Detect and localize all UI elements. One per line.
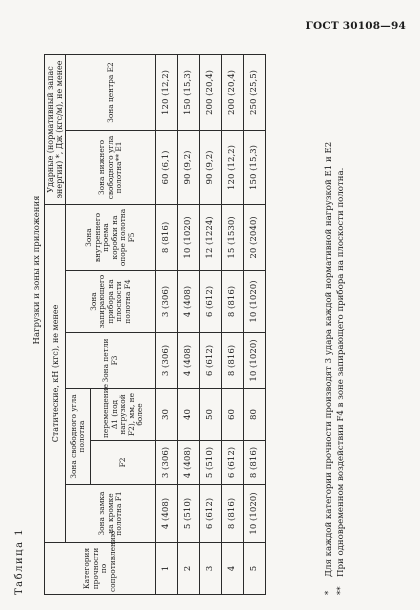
- cell-e1: 60 (6,1): [156, 130, 178, 204]
- header-impact-group: Ударные (нормативный запас энергии) *, Дж (кгс/м), не менее: [45, 54, 66, 204]
- cell-f5: 10 (1020): [178, 204, 200, 270]
- footnote-1-text: Для каждой категории прочности производят 3 удара каждой нормативной нагрузкой E1 и E2: [324, 141, 334, 577]
- cell-f1: 6 (612): [200, 485, 222, 543]
- cell-f5: 8 (816): [156, 204, 178, 270]
- cell-category: 2: [178, 543, 200, 595]
- cell-f3: 8 (816): [222, 333, 244, 389]
- cell-move: 50: [200, 389, 222, 441]
- cell-e1: 90 (9,2): [200, 130, 222, 204]
- table-row: [244, 54, 266, 594]
- cell-f4: 8 (816): [222, 271, 244, 333]
- cell-category: 3: [200, 543, 222, 595]
- footnote-1: [324, 55, 336, 595]
- table-caption: Таблица 1: [14, 527, 25, 595]
- header-e2: Зона центра E2: [66, 54, 156, 130]
- cell-f2: 3 (306): [156, 441, 178, 485]
- cell-f3: 6 (612): [200, 333, 222, 389]
- header-e1: Зона нижнего свободного угла полотна** E1: [66, 130, 156, 204]
- footnote-2-text: При одновременном воздействии F4 в зоне запирающего прибора на плоскости полотна.: [335, 167, 346, 577]
- header-f3: Зона петли F3: [66, 333, 156, 389]
- document-number: ГОСТ 30108—94: [305, 20, 406, 32]
- cell-f4: 4 (408): [178, 271, 200, 333]
- rotated-table-page: [8, 50, 388, 595]
- cell-e2: 200 (20,4): [200, 54, 222, 130]
- header-f5: Зона внутреннего проема коробки на опоре полотна F5: [66, 204, 156, 270]
- header-static-group: Статические, кН (кгс), не менее: [45, 204, 66, 542]
- header-f2: F2: [91, 441, 156, 485]
- strength-table: [44, 54, 266, 595]
- cell-move: 60: [222, 389, 244, 441]
- cell-f1: 5 (510): [178, 485, 200, 543]
- cell-f4: 6 (612): [200, 271, 222, 333]
- cell-f1: 8 (816): [222, 485, 244, 543]
- table-row: [222, 54, 244, 594]
- table-row: [156, 54, 178, 594]
- footnotes: [324, 55, 347, 595]
- cell-category: 5: [244, 543, 266, 595]
- cell-e1: 90 (9,2): [178, 130, 200, 204]
- cell-f1: 4 (408): [156, 485, 178, 543]
- cell-e2: 120 (12,2): [156, 54, 178, 130]
- footnote-2-mark: **: [335, 586, 346, 595]
- cell-f5: 15 (1530): [222, 204, 244, 270]
- cell-f3: 3 (306): [156, 333, 178, 389]
- cell-move: 30: [156, 389, 178, 441]
- cell-category: 1: [156, 543, 178, 595]
- header-free-corner: Зона свободного угла полотна: [66, 389, 91, 485]
- table-row: [178, 54, 200, 594]
- footnote-1-mark: *: [324, 590, 334, 595]
- cell-e1: 150 (15,3): [244, 130, 266, 204]
- table-row: [200, 54, 222, 594]
- cell-move: 80: [244, 389, 266, 441]
- cell-f2: 4 (408): [178, 441, 200, 485]
- cell-f5: 20 (2040): [244, 204, 266, 270]
- cell-e1: 120 (12,2): [222, 130, 244, 204]
- header-category: Категория прочности по сопротивлению: [45, 543, 156, 595]
- header-f4: Зона запирающего прибора на плоскости полотна F4: [66, 271, 156, 333]
- footnote-2: [336, 55, 348, 595]
- cell-f1: 10 (1020): [244, 485, 266, 543]
- header-f2-move: перемещение Δ1 (под нагрузкой F2), мм, не более: [91, 389, 156, 441]
- loads-group-caption: Нагрузки и зоны их приложения: [32, 195, 42, 345]
- cell-f2: 5 (510): [200, 441, 222, 485]
- cell-move: 40: [178, 389, 200, 441]
- cell-f3: 10 (1020): [244, 333, 266, 389]
- cell-f5: 12 (1224): [200, 204, 222, 270]
- cell-f2: 8 (816): [244, 441, 266, 485]
- cell-e2: 150 (15,3): [178, 54, 200, 130]
- cell-category: 4: [222, 543, 244, 595]
- cell-e2: 250 (25,5): [244, 54, 266, 130]
- cell-e2: 200 (20,4): [222, 54, 244, 130]
- header-f1: Зона замка на кромке полотна F1: [66, 485, 156, 543]
- cell-f2: 6 (612): [222, 441, 244, 485]
- cell-f4: 10 (1020): [244, 271, 266, 333]
- cell-f3: 4 (408): [178, 333, 200, 389]
- cell-f4: 3 (306): [156, 271, 178, 333]
